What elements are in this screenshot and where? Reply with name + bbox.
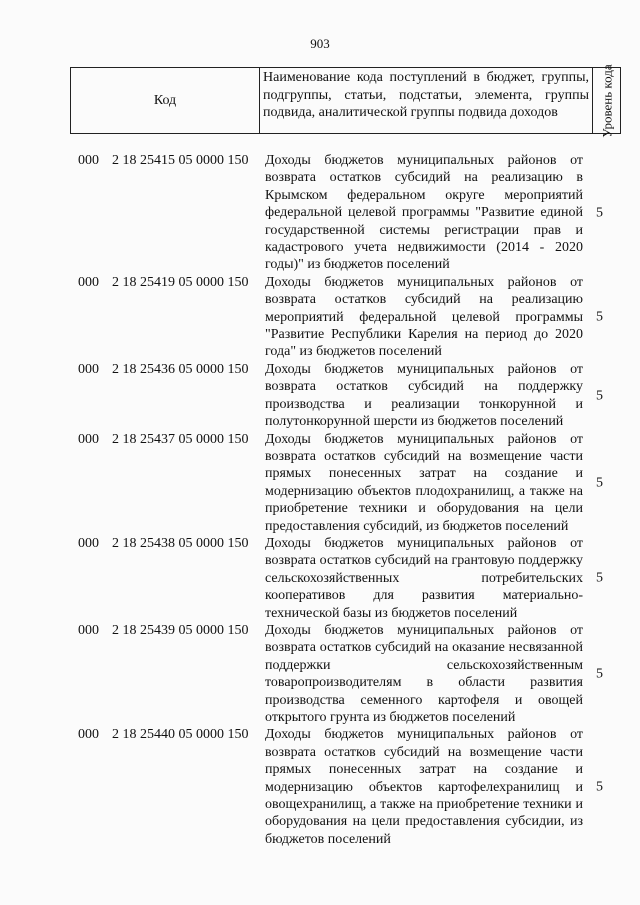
admin-code: 000	[78, 535, 99, 551]
income-description: Доходы бюджетов муниципальных районов от возврата остатков субсидий на реализацию в Крымском федеральном округе мероприятий федеральной целевой программы "Развитие единой государственной системы регистрации прав и кадастрового учета недвижимости (2014 - 2020 годы)" из бюджетов поселений	[265, 153, 583, 273]
admin-code: 000	[78, 153, 99, 168]
income-description: Доходы бюджетов муниципальных районов от возврата остатков субсидий на реализацию мероприятий федеральной целевой программы "Развитие Республики Карелия на период до 2020 года" из бюджетов поселений	[265, 274, 583, 360]
income-code: 2 18 25419 05 0000 150	[112, 274, 249, 290]
table-row	[0, 431, 640, 535]
code-level: 5	[596, 666, 603, 682]
income-codes-list	[0, 152, 640, 848]
income-description: Доходы бюджетов муниципальных районов от возврата остатков субсидий на возмещение части прямых понесенных затрат на создание и модернизацию объектов плодохранилищ, а также на приобретение техники и оборудования на цели предоставления субсидий, из бюджетов поселений	[265, 431, 583, 534]
admin-code: 000	[78, 727, 99, 743]
admin-code: 000	[78, 431, 99, 447]
income-description: Доходы бюджетов муниципальных районов от возврата остатков субсидий на возмещение части прямых понесенных затрат на создание и модернизацию объектов картофелехранилищ и овощехранилищ, а также на приобретение техники и оборудования на цели предоставления субсидии, из бюджетов поселений	[265, 727, 583, 847]
income-description: Доходы бюджетов муниципальных районов от возврата остатков субсидий на грантовую поддержку сельскохозяйственных потребительских кооперативов для развития материально-технической базы из бюджетов поселений	[265, 535, 583, 621]
code-level: 5	[596, 205, 603, 221]
income-code: 2 18 25437 05 0000 150	[112, 431, 249, 447]
admin-code: 000	[78, 274, 99, 290]
code-level: 5	[596, 779, 603, 795]
page-number: 903	[310, 36, 330, 51]
table-row	[0, 152, 640, 274]
code-level: 5	[596, 475, 603, 491]
table-row	[0, 361, 640, 431]
table-header	[70, 63, 621, 138]
income-code: 2 18 25439 05 0000 150	[112, 622, 249, 638]
header-level: Уровень кода	[599, 63, 614, 138]
table-row	[0, 535, 640, 622]
table-row	[0, 726, 640, 848]
income-code: 2 18 25440 05 0000 150	[112, 727, 249, 743]
table-row	[0, 274, 640, 361]
income-code: 2 18 25438 05 0000 150	[112, 535, 249, 551]
header-level-cell	[593, 63, 621, 138]
admin-code: 000	[78, 622, 99, 638]
header-code: Код	[71, 68, 260, 134]
code-level: 5	[596, 309, 603, 325]
code-level: 5	[596, 570, 603, 586]
income-code: 2 18 25436 05 0000 150	[112, 361, 249, 377]
admin-code: 000	[78, 361, 99, 377]
income-code: 2 18 25415 05 0000 150	[112, 153, 249, 168]
header-name: Наименование кода поступлений в бюджет, группы, подгруппы, статьи, подстатьи, элемента, группы подвида, аналитической группы подвида доходов	[260, 68, 593, 134]
code-level: 5	[596, 387, 603, 403]
income-description: Доходы бюджетов муниципальных районов от возврата остатков субсидий на поддержку производства и реализации тонкорунной и полутонкорунной шерсти из бюджетов поселений	[265, 361, 583, 430]
income-description: Доходы бюджетов муниципальных районов от возврата остатков субсидий на оказание несвязанной поддержки сельскохозяйственным товаропроизводителям в области развития производства семенного картофеля и овощей открытого грунта из бюджетов поселений	[265, 622, 583, 725]
table-row	[0, 622, 640, 726]
